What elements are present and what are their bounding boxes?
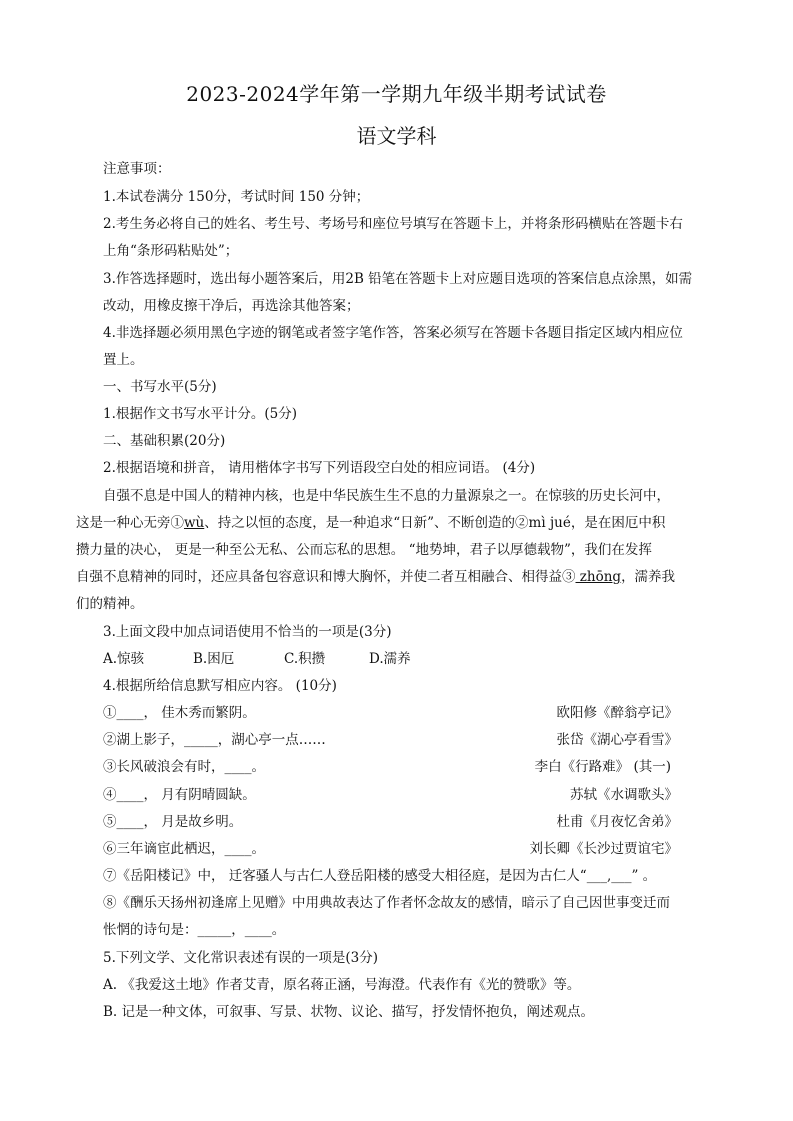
notice-line-1: 1.本试卷满分 150分，考试时间 150 分钟； [103,189,370,205]
recite-source-1: 欧阳修《醉翁亭记》 [556,705,678,721]
recite-line-2: ②湖上影子，_____，湖心亭一点…… [103,732,326,748]
passage-line-1: 自强不息是中国人的精神内核，也是中华民族生生不息的力量源泉之一。在惊骇的历史长河中， [103,488,670,504]
section1-heading: 一、书写水平(5分) [103,379,217,395]
section2-heading: 二、基础积累(20分) [103,433,226,449]
notice-line-3a: 3.作答选择题时，选出每小题答案后，用2B 铅笔在答题卡上对应题目选项的答案信息点涂黑，如需 [103,271,693,287]
notice-line-3b: 改动，用橡皮擦干净后，再选涂其他答案； [103,298,360,314]
q5-option-a: A. 《我爱这土地》作者艾青，原名蒋正涵，号海澄。代表作有《光的赞歌》等。 [103,977,581,993]
recite-source-6: 刘长卿《长沙过贾谊宅》 [529,841,678,857]
recite-line-5: ⑤____， 月是故乡明。 [103,814,243,830]
notice-line-4b: 置上。 [103,352,144,368]
recite-source-3: 李白《行路难》 (其一) [534,759,671,775]
q3-option-d: D.濡养 [369,651,411,667]
recite-line-7: ⑦《岳阳楼记》中， 迁客骚人与古仁人登岳阳楼的感受大相径庭，是因为古仁人“___,___” 。 [103,868,657,884]
recite-line-1: ①____， 佳木秀而繁阴。 [103,705,256,721]
q3-option-a: A.惊骇 [103,651,145,667]
passage-line-2-start: 这是一种心无旁① [76,515,184,531]
passage-line-2 [76,514,665,532]
question-3: 3.上面文段中加点词语使用不恰当的一项是(3分) [103,624,392,640]
recite-line-3: ③长风破浪会有时，____。 [103,759,265,775]
question-4: 4.根据所给信息默写相应内容。 (10分) [103,678,337,694]
recite-source-5: 杜甫《月夜忆舍弟》 [556,814,678,830]
recite-line-6: ⑥三年谪宦此栖迟，____。 [103,841,265,857]
passage-line-2-end: 、持之以恒的态度，是一种追求“日新”、不断创造的②mì jué，是在困厄中积 [204,515,666,531]
notice-heading: 注意事项： [103,161,171,177]
question-1: 1.根据作文书写水平计分。(5分) [103,406,298,422]
passage-line-3: 攒力量的决心， 更是一种至公无私、公而忘私的思想。 “地势坤，君子以厚德载物”，我们在发挥 [76,542,652,558]
notice-line-2a: 2.考生务必将自己的姓名、考生号、考场号和座位号填写在答题卡上，并将条形码横贴在答题卡右 [103,216,683,232]
passage-line-4-start: 自强不息精神的同时，还应具备包容意识和博大胸怀，并使二者互相融合、相得益③ [76,569,576,585]
pinyin-blank-1: wù [184,515,205,531]
question-5: 5.下列文学、文化常识表述有误的一项是(3分) [103,950,379,966]
recite-line-8b: 怅惘的诗句是：_____，____。 [103,922,286,938]
recite-line-4: ④____， 月有阴晴圆缺。 [103,787,256,803]
question-2: 2.根据语境和拼音， 请用楷体字书写下列语段空白处的相应词语。 (4分) [103,460,536,476]
q3-option-b: B.困厄 [193,651,235,667]
q5-option-b: B. 记是一种文体，可叙事、写景、状物、议论、描写，抒发情怀抱负，阐述观点。 [103,1004,595,1020]
q3-option-c: C.积攒 [284,651,326,667]
subject-title: 语文学科 [356,124,437,148]
passage-line-4 [76,568,675,586]
recite-line-8a: ⑧《酬乐天扬州初逢席上见赠》中用典故表达了作者怀念故友的感情，暗示了自己因世事变迁而 [103,895,670,911]
recite-source-4: 苏轼《水调歌头》 [570,787,678,803]
notice-line-2b: 上角“条形码粘贴处”； [103,243,239,259]
passage-line-4-end: ，濡养我 [621,569,676,585]
pinyin-blank-3: zhōng [575,569,622,585]
recite-source-2: 张岱《湖心亭看雪》 [556,732,678,748]
notice-line-4a: 4.非选择题必须用黑色字迹的钢笔或者签字笔作答，答案必须写在答题卡各题目指定区域内相应位 [103,325,683,341]
passage-line-5: 们的精神。 [76,596,144,612]
exam-title: 2023-2024学年第一学期九年级半期考试试卷 [186,82,607,106]
